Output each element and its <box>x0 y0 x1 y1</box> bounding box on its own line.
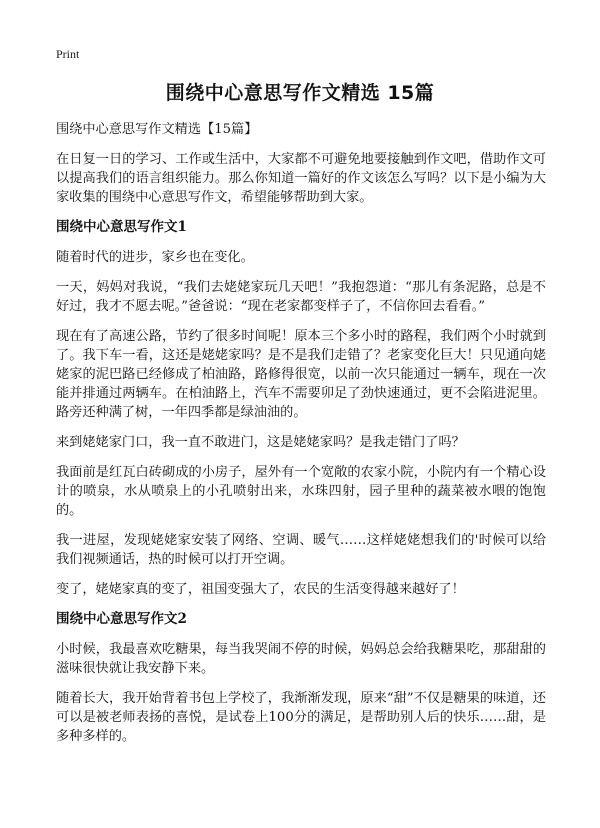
section-heading: 围绕中心意思写作文2 <box>56 611 187 627</box>
paragraph: 来到姥姥家门口，我一直不敢进门，这是姥姥家吗？是我走错门了吗？ <box>56 435 465 450</box>
article-body <box>56 120 546 757</box>
paragraph: 小时候，我最喜欢吃糖果，每当我哭闹不停的时候，妈妈总会给我糖果吃，那甜甜的滋味很快就让我安静下来。 <box>56 642 546 676</box>
intro-paragraph: 在日复一日的学习、工作或生活中，大家都不可避免地要接触到作文吧，借助作文可以提高我们的语言组织能力。那么你知道一篇好的作文该怎么写吗？以下是小编为大家收集的围绕中心意思写作文，希望能够帮助到大家。 <box>56 152 546 205</box>
paragraph: 一天，妈妈对我说，“我们去姥姥家玩几天吧！”我抱怨道：“那儿有条泥路，总是不好过，我才不愿去呢。”爸爸说：“现在老家都变样子了，不信你回去看看。” <box>56 280 546 314</box>
paragraph: 我一进屋，发现姥姥家安装了网络、空调、暖气……这样姥姥想我们的'时候可以给我们视频通话，热的时候可以打开空调。 <box>56 533 546 567</box>
paragraph: 现在有了高速公路，节约了很多时间呢！原本三个多小时的路程，我们两个小时就到了。我下车一看，这还是姥姥家吗？是不是我们走错了？老家变化巨大！只见通向姥姥家的泥巴路已经修成了柏油路，路修得很宽，以前一次只能通过一辆车，现在一次能并排通过两辆车。在柏油路上，汽车不需要卯足了劲快速通过，更不会陷进泥里。路旁还种满了树，一年四季都是绿油油的。 <box>56 329 546 420</box>
paragraph: 随着长大，我开始背着书包上学校了，我渐渐发现，原来“甜”不仅是糖果的味道，还可以是被老师表扬的喜悦，是试卷上100分的满足，是帮助别人后的快乐……甜，是多种多样的。 <box>56 691 546 744</box>
page-title: 围绕中心意思写作文精选 15篇 <box>165 82 435 104</box>
paragraph: 我面前是红瓦白砖砌成的小房子，屋外有一个宽敞的农家小院，小院内有一个精心设计的喷泉，水从喷泉上的小孔喷射出来，水珠四射，园子里种的蔬菜被水喂的饱饱的。 <box>56 465 546 518</box>
article-subtitle: 围绕中心意思写作文精选【15篇】 <box>56 122 258 137</box>
print-link[interactable]: Print <box>56 47 80 61</box>
paragraph: 随着时代的进步，家乡也在变化。 <box>56 250 254 265</box>
paragraph: 变了，姥姥家真的变了，祖国变强大了，农民的生活变得越来越好了！ <box>56 582 465 597</box>
section-heading: 围绕中心意思写作文1 <box>56 219 187 235</box>
